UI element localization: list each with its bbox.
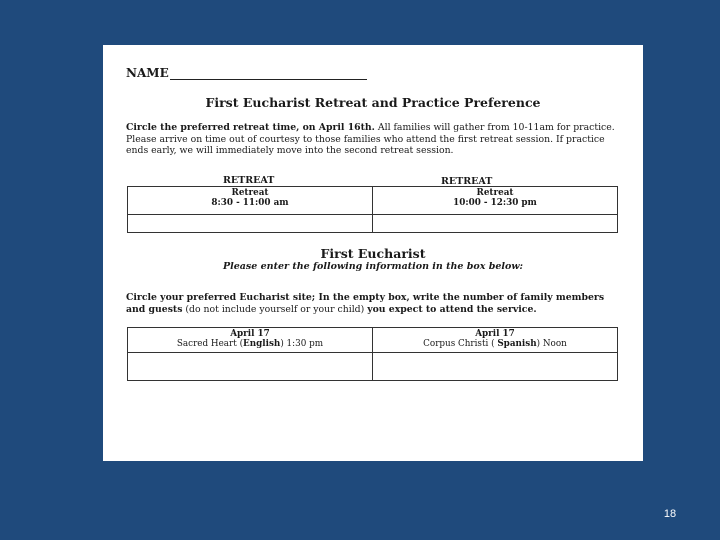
name-blank-line — [170, 79, 367, 80]
retreat-instructions — [126, 122, 626, 157]
retreat-option-1[interactable] — [128, 187, 373, 215]
retreat-option-2[interactable] — [373, 187, 618, 215]
eucharist-option-1-suffix: ) 1:30 pm — [280, 339, 324, 349]
name-label: NAME — [126, 66, 169, 80]
eucharist-option-1-date: April 17 — [230, 329, 270, 339]
eucharist-instructions-part1: Circle your preferred Eucharist site; In the empty box, write the number of family members and guests — [126, 292, 605, 315]
eucharist-instructions-part3: you expect to attend the service. — [367, 303, 537, 315]
eucharist-empty-box-2[interactable] — [373, 353, 618, 381]
scanned-form-page — [103, 45, 643, 461]
retreat-option-2-line2: 10:00 - 12:30 pm — [453, 198, 537, 208]
eucharist-option-2-prefix: Corpus Christi ( — [423, 339, 498, 349]
eucharist-option-2-suffix: ) Noon — [536, 339, 567, 349]
eucharist-title: First Eucharist — [320, 246, 426, 261]
retreat-instructions-rest: All families will gather from 10-11am for practice. Please arrive on time out of courtesy to those families who attend the first retreat session. If practice ends early, we will immediately move into the second retreat session. — [126, 122, 615, 156]
eucharist-subtitle: Please enter the following information in the box below: — [222, 261, 524, 272]
retreat-option-2-line1: Retreat — [476, 188, 514, 198]
eucharist-empty-box-1[interactable] — [128, 353, 373, 381]
eucharist-option-1[interactable] — [128, 328, 373, 353]
retreat-instructions-bold: Circle the preferred retreat time, on April 16th. — [126, 122, 375, 133]
retreat-option-1-line2: 8:30 - 11:00 am — [211, 198, 289, 208]
eucharist-option-2-language: Spanish — [497, 339, 537, 349]
eucharist-table — [127, 327, 618, 381]
eucharist-instructions-part2: (do not include yourself or your child) — [182, 303, 368, 315]
slide-page-number: 18 — [663, 508, 677, 520]
eucharist-option-1-prefix: Sacred Heart ( — [176, 339, 244, 349]
retreat-header-2: RETREAT — [441, 176, 493, 187]
eucharist-option-2[interactable] — [373, 328, 618, 353]
eucharist-option-1-language: English — [243, 339, 281, 349]
retreat-empty-box-1[interactable] — [128, 215, 373, 233]
eucharist-instructions — [126, 292, 626, 315]
retreat-empty-box-2[interactable] — [373, 215, 618, 233]
eucharist-option-2-date: April 17 — [475, 329, 515, 339]
retreat-header-1: RETREAT — [223, 175, 275, 186]
retreat-table — [127, 186, 618, 233]
retreat-option-1-line1: Retreat — [231, 188, 269, 198]
form-title: First Eucharist Retreat and Practice Preference — [205, 95, 541, 110]
